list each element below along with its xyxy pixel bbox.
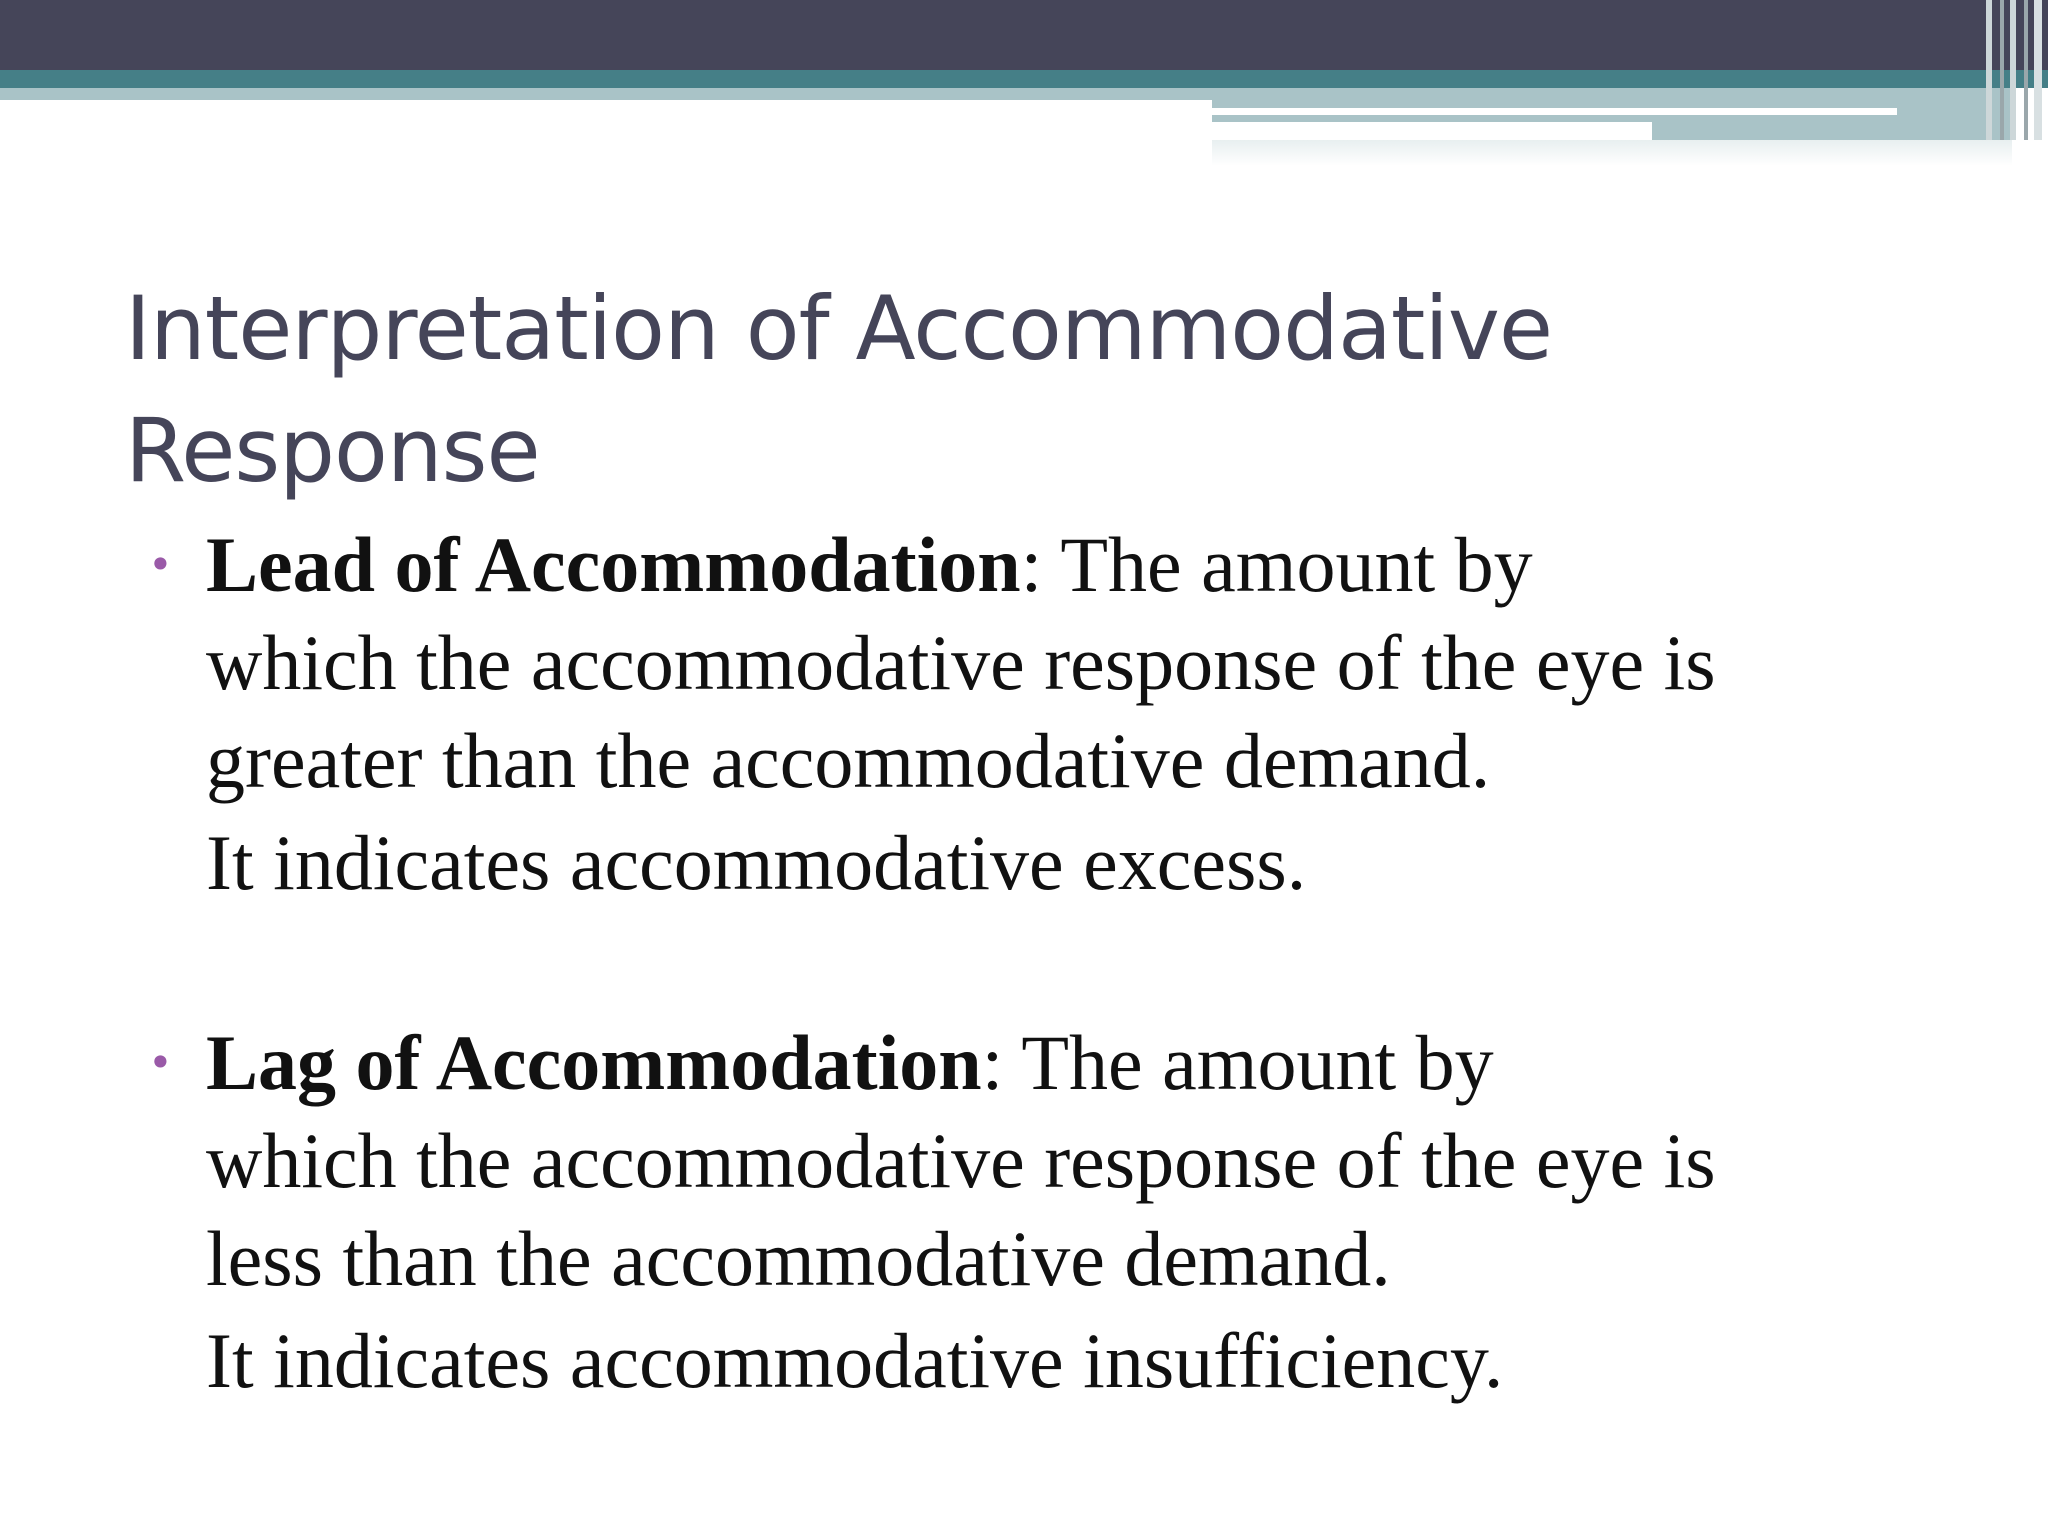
header-band-light-left	[0, 88, 1212, 100]
bullet-term: Lag of Accommodation	[206, 1019, 982, 1106]
bullet-spacer	[148, 912, 1988, 1014]
bullet-text: The amount by	[1042, 521, 1533, 608]
slide-title	[125, 268, 1905, 512]
bullet-line	[206, 1014, 1988, 1112]
bullet-note: It indicates accommodative insufficiency.	[206, 1317, 1504, 1404]
bullet-term: Lead of Accommodation	[206, 521, 1021, 608]
bullet-line	[206, 516, 1988, 614]
slide-content	[148, 516, 1988, 1410]
header-band-teal	[0, 70, 2048, 88]
bullet-icon: •	[148, 1038, 173, 1087]
bullet-separator: :	[1020, 521, 1043, 608]
bullet-line: less than the accommodative demand.	[206, 1215, 1391, 1302]
header-right-stripes	[1982, 0, 2048, 140]
bullet-note: It indicates accommodative excess.	[206, 819, 1307, 906]
slide-title-line: Interpretation of Accommodative	[125, 277, 1553, 380]
bullet-separator: :	[981, 1019, 1004, 1106]
header-white-line	[1212, 108, 1897, 115]
bullet-text: The amount by	[1003, 1019, 1494, 1106]
bullet-icon: •	[148, 540, 173, 589]
header-band-dark	[0, 0, 2048, 70]
bullet-lag-of-accommodation	[148, 1014, 1988, 1410]
bullet-line: which the accommodative response of the eye is	[206, 619, 1716, 706]
bullet-line: greater than the accommodative demand.	[206, 717, 1491, 804]
slide-title-line: Response	[125, 399, 540, 502]
header-white-line	[1212, 122, 1652, 140]
header-fade	[1212, 140, 2012, 166]
bullet-line: which the accommodative response of the eye is	[206, 1117, 1716, 1204]
bullet-lead-of-accommodation	[148, 516, 1988, 912]
